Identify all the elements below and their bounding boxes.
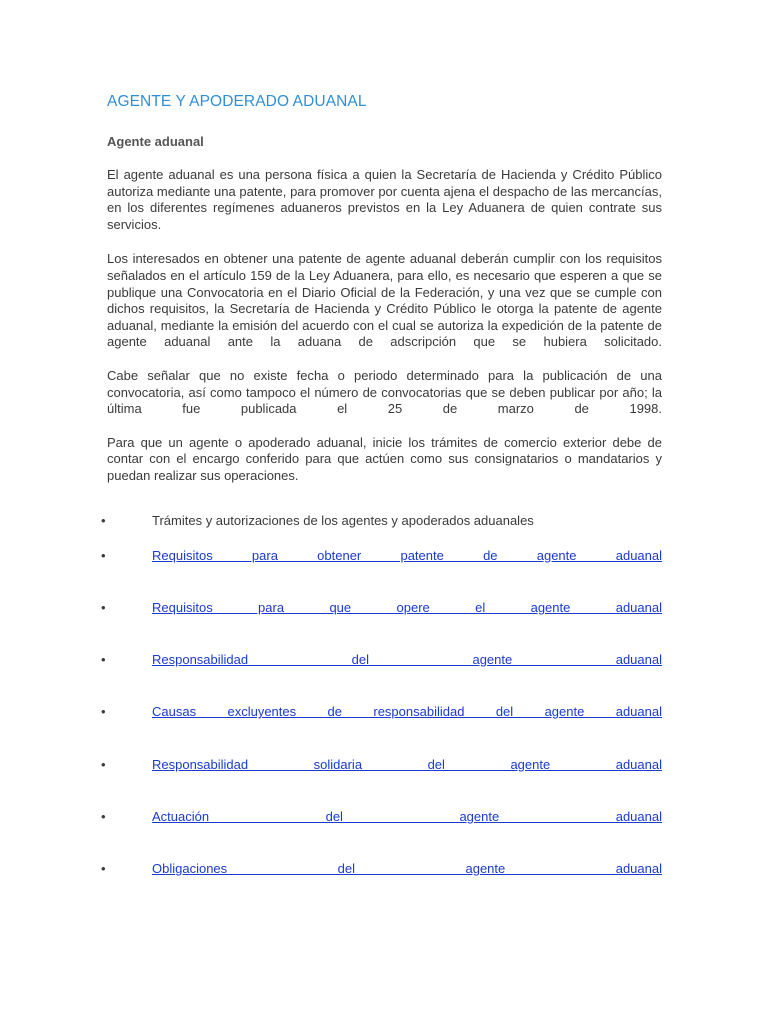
bullet-icon: • <box>101 809 106 824</box>
bullet-icon: • <box>101 757 106 772</box>
bullet-icon: • <box>101 548 106 563</box>
page-title: AGENTE Y APODERADO ADUANAL <box>107 93 367 110</box>
list-item <box>101 547 662 565</box>
link-obligaciones[interactable]: Obligaciones del agente aduanal <box>152 861 662 876</box>
list-item <box>101 756 662 774</box>
paragraph-encargo: Para que un agente o apoderado aduanal, inicie los trámites de comercio exterior debe de contar con el encargo conferido para que actúen como sus consignatarios o mandatarios y puedan realizar sus operaciones. <box>107 434 662 483</box>
link-responsabilidad[interactable]: Responsabilidad del agente aduanal <box>152 652 662 667</box>
link-requisitos-opere[interactable]: Requisitos para que opere el agente aduanal <box>152 600 662 615</box>
section-heading: Agente aduanal <box>107 134 204 149</box>
bullet-icon: • <box>101 704 106 719</box>
list-item <box>101 703 662 721</box>
link-requisitos-patente[interactable]: Requisitos para obtener patente de agente aduanal <box>152 548 662 563</box>
list-item <box>101 651 662 669</box>
paragraph-convocatoria: Cabe señalar que no existe fecha o periodo determinado para la publicación de una convocatoria, así como tampoco el número de convocatorias que se deben publicar por año; la última fue publicada el 25 de marzo de 1998. <box>107 367 662 417</box>
paragraph-definition: El agente aduanal es una persona física a quien la Secretaría de Hacienda y Crédito Público autoriza mediante una patente, para promover por cuenta ajena el despacho de las mercancías, en los diferentes regímenes aduaneros previstos en la Ley Aduanera de quien contrate sus servicios. <box>107 167 662 232</box>
list-item <box>101 860 662 878</box>
bullet-icon: • <box>101 513 106 528</box>
link-actuacion[interactable]: Actuación del agente aduanal <box>152 809 662 824</box>
list-item <box>101 808 662 826</box>
list-item <box>101 512 662 530</box>
link-responsabilidad-solidaria[interactable]: Responsabilidad solidaria del agente aduanal <box>152 757 662 772</box>
document-page <box>107 92 662 485</box>
bullet-icon: • <box>101 600 106 615</box>
bullet-icon: • <box>101 652 106 667</box>
link-causas-excluyentes[interactable]: Causas excluyentes de responsabilidad del agente aduanal <box>152 704 662 719</box>
list-item <box>101 599 662 617</box>
bullet-icon: • <box>101 861 106 876</box>
list-item-intro: Trámites y autorizaciones de los agentes y apoderados aduanales <box>152 513 534 528</box>
paragraph-requirements: Los interesados en obtener una patente de agente aduanal deberán cumplir con los requisitos señalados en el artículo 159 de la Ley Aduanera, para ello, es necesario que esperen a que se publique una Convocatoria en el Diario Oficial de la Federación, y una vez que se cumple con dichos requisitos, la Secretaría de Hacienda y Crédito Público le otorga la patente de agente aduanal, mediante la emisión del acuerdo con el cual se autoriza la expedición de la patente de agente aduanal ante la aduana de adscripción que se hubiera solicitado. <box>107 251 662 350</box>
